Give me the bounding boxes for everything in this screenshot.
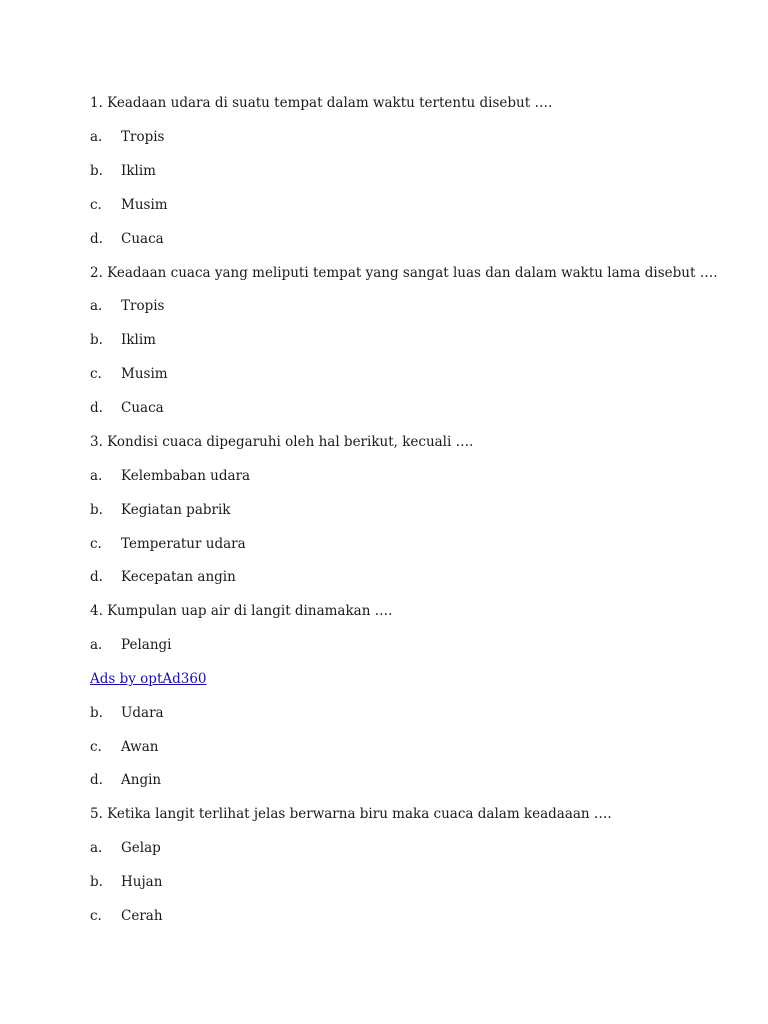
- option-letter: a.: [90, 129, 103, 145]
- option-text: Cerah: [121, 908, 163, 924]
- option-text: Cuaca: [121, 400, 164, 416]
- option-letter: c.: [90, 739, 102, 755]
- option-letter: c.: [90, 536, 102, 552]
- q5-option-b: [90, 873, 162, 891]
- option-letter: d.: [90, 400, 103, 416]
- option-text: Iklim: [121, 332, 156, 348]
- q3-option-c: [90, 535, 246, 553]
- option-letter: b.: [90, 332, 103, 348]
- option-letter: a.: [90, 840, 103, 856]
- q4-option-a: [90, 636, 172, 654]
- option-letter: b.: [90, 705, 103, 721]
- option-text: Hujan: [121, 874, 163, 890]
- option-text: Angin: [121, 772, 162, 788]
- q5-option-a: [90, 839, 161, 857]
- option-letter: a.: [90, 468, 103, 484]
- option-text: Kecepatan angin: [121, 569, 236, 585]
- question-4: 4. Kumpulan uap air di langit dinamakan ….: [90, 603, 393, 619]
- q1-option-c: [90, 196, 168, 214]
- option-text: Udara: [121, 705, 164, 721]
- option-text: Musim: [121, 197, 168, 213]
- option-letter: a.: [90, 298, 103, 314]
- q3-option-a: [90, 467, 250, 485]
- q2-option-b: [90, 331, 156, 349]
- ad-row: [90, 670, 207, 688]
- option-text: Kelembaban udara: [121, 468, 251, 484]
- option-letter: d.: [90, 231, 103, 247]
- question-3: 3. Kondisi cuaca dipegaruhi oleh hal berikut, kecuali ….: [90, 434, 474, 450]
- q3-option-d: [90, 568, 236, 586]
- q4-option-c: [90, 738, 158, 756]
- option-text: Pelangi: [121, 637, 172, 653]
- option-text: Gelap: [121, 840, 161, 856]
- option-text: Temperatur udara: [121, 536, 246, 552]
- q2-option-c: [90, 365, 168, 383]
- option-letter: b.: [90, 874, 103, 890]
- question-1: 1. Keadaan udara di suatu tempat dalam waktu tertentu disebut ….: [90, 95, 553, 111]
- q1-option-b: [90, 162, 156, 180]
- q4-option-b: [90, 704, 164, 722]
- option-letter: b.: [90, 163, 103, 179]
- q1-option-d: [90, 230, 164, 248]
- option-letter: c.: [90, 197, 102, 213]
- option-text: Awan: [121, 739, 159, 755]
- q1-option-a: [90, 128, 164, 146]
- ads-by-link[interactable]: Ads by optAd360: [90, 671, 207, 687]
- q4-option-d: [90, 771, 161, 789]
- option-letter: a.: [90, 637, 103, 653]
- q3-option-b: [90, 501, 230, 519]
- option-text: Kegiatan pabrik: [121, 502, 231, 518]
- option-text: Musim: [121, 366, 168, 382]
- option-text: Iklim: [121, 163, 156, 179]
- option-text: Tropis: [121, 129, 165, 145]
- q2-option-d: [90, 399, 164, 417]
- question-5: 5. Ketika langit terlihat jelas berwarna biru maka cuaca dalam keadaaan ….: [90, 806, 612, 822]
- question-2: 2. Keadaan cuaca yang meliputi tempat yang sangat luas dan dalam waktu lama disebut ….: [90, 265, 718, 281]
- q2-option-a: [90, 297, 164, 315]
- option-letter: c.: [90, 366, 102, 382]
- option-text: Cuaca: [121, 231, 164, 247]
- option-letter: c.: [90, 908, 102, 924]
- option-letter: b.: [90, 502, 103, 518]
- option-text: Tropis: [121, 298, 165, 314]
- q5-option-c: [90, 907, 163, 925]
- option-letter: d.: [90, 569, 103, 585]
- option-letter: d.: [90, 772, 103, 788]
